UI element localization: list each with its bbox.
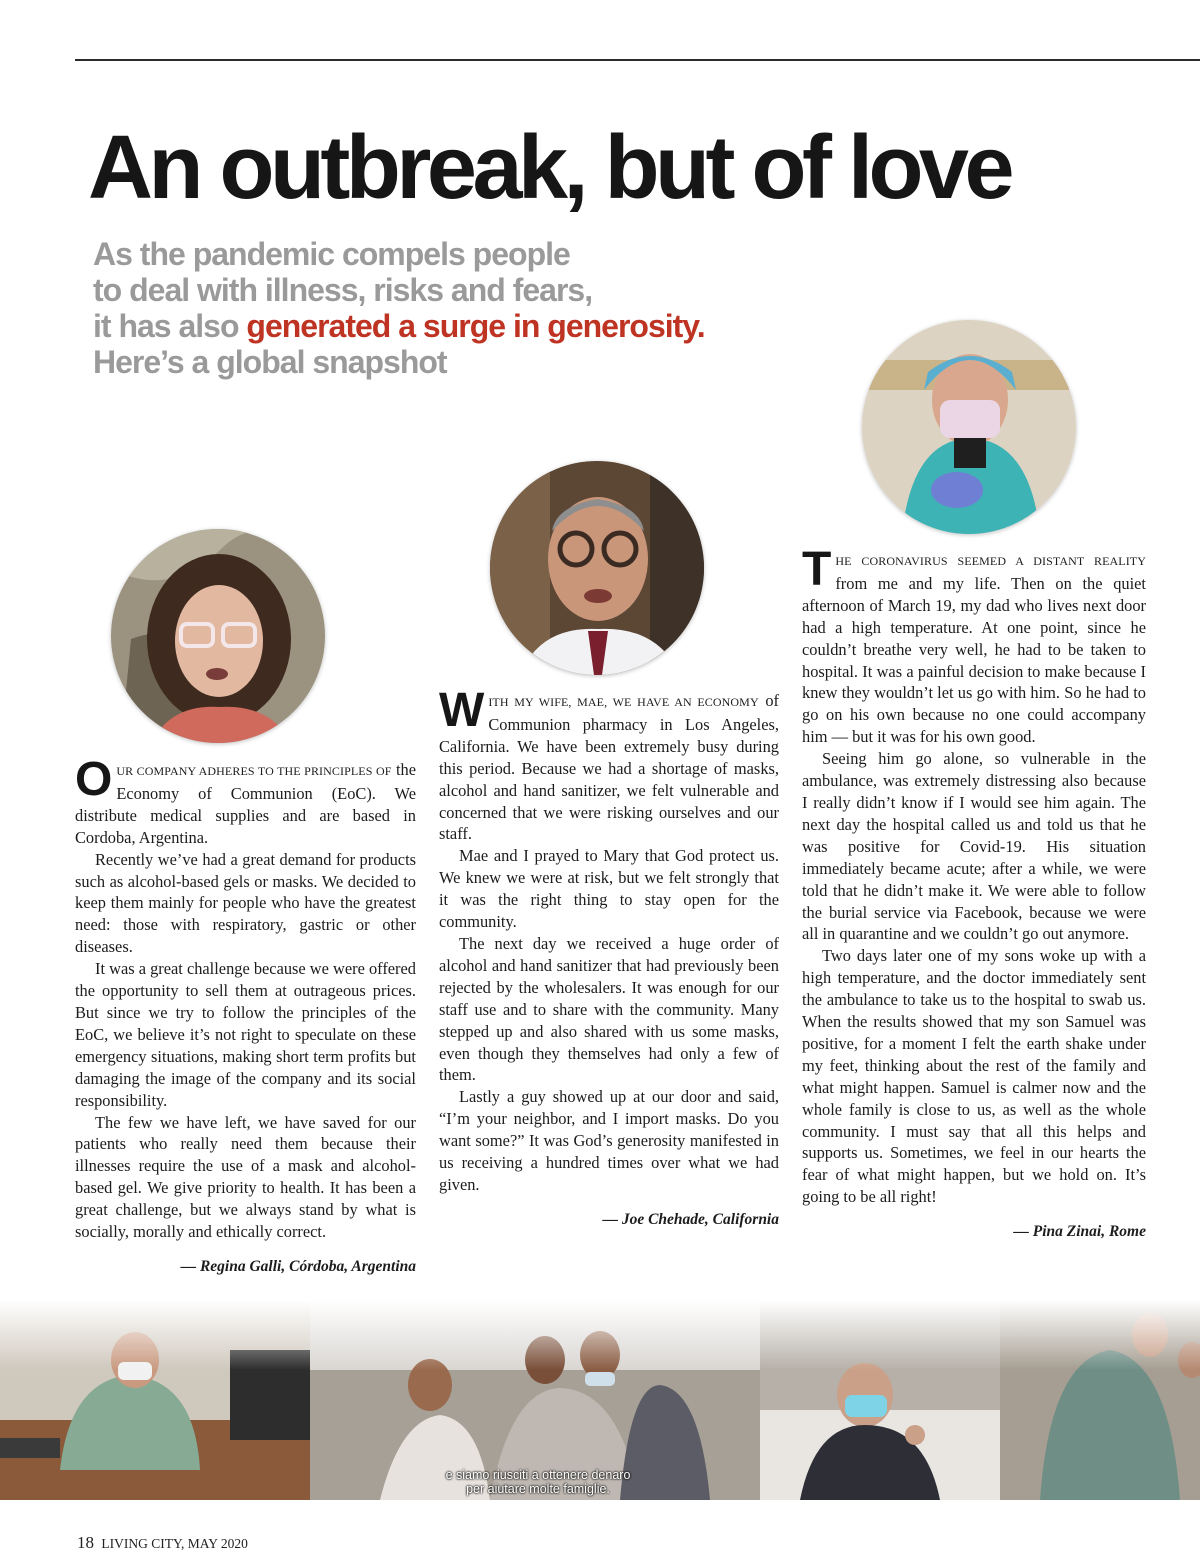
deck-highlight: generated a surge in generosity. [246, 308, 705, 344]
dropcap: W [439, 684, 485, 737]
page-footer [77, 1533, 248, 1553]
portrait-joe-chehade [490, 461, 704, 675]
story-rome-lead [802, 543, 1146, 748]
headline: An outbreak, but of love [88, 118, 1011, 218]
deck-line-2: to deal with illness, risks and fears, [93, 272, 593, 308]
body-paragraph: Recently we’ve had a great demand for products such as alcohol-based gels or masks. We decided to keep them mainly for people who have the greatest need: those with respiratory, gastric or other diseases. [75, 849, 416, 957]
lead-text: the Economy of Communion (EoC). We distribute medical supplies and are based in Cordoba, Argentina. [75, 760, 416, 847]
signature: — Pina Zinai, Rome [1013, 1223, 1146, 1241]
portrait-joe-image [490, 461, 704, 675]
portrait-regina-image [111, 529, 325, 743]
page-number: 18 [77, 1533, 94, 1552]
story-argentina [75, 753, 416, 1278]
photo-caption [388, 1468, 688, 1496]
body-paragraph: Lastly a guy showed up at our door and said, “I’m your neighbor, and I import masks. Do you want some?” It was God’s generosity manifested in us receiving a hundred times over what we had given. [439, 1087, 779, 1194]
body-paragraph: The few we have left, we have saved for our patients who really need them because their illnesses require the use of a mask and alcohol-based gel. We give priority to health. It has been a great challenge, but we always stand by what is socially, morally and ethically correct. [75, 1112, 416, 1242]
story-argentina-lead [75, 753, 416, 849]
lead-text: of Communion pharmacy in Los Angeles, California. We have been extremely busy during this period. Because we had a shortage of masks, alcohol and hand sanitizer, we felt vulnerable and concerned that we were risking ourselves and our staff. [439, 691, 779, 844]
body-paragraph: Two days later one of my sons woke up with a high temperature, and the doctor immediately sent the ambulance to take us to the hospital to swab us. When the results showed that my son Samuel was positive, for a moment I felt the earth shake under my feet, thinking about the rest of the family and what might happen. Samuel is calmer now and the whole family is close to us, as well as the whole community. I must say that all this helps and supports us. Sometimes, we feel in our hearts the fear of what might happen, but we hold on. It’s going to be all right! [802, 946, 1146, 1207]
portrait-pina-zinai [862, 320, 1076, 534]
portrait-regina-galli [111, 529, 325, 743]
lead-text: from me and my life. Then on the quiet afternoon of March 19, my dad who lives next door had a high temperature. At one point, since he couldn’t breathe very well, he had to be taken to hospital. It was a painful decision to make because I knew they wouldn’t let us go with him. So he had to go on his own because no one could accompany him — but it was for his own good. [802, 573, 1146, 747]
signature: — Regina Galli, Córdoba, Argentina [180, 1257, 416, 1275]
caption-line-1: e siamo riusciti a ottenere denaro [445, 1468, 631, 1482]
lead-smallcaps: UR COMPANY ADHERES TO THE PRINCIPLES OF [116, 764, 392, 778]
caption-line-2: per aiutare molte famiglie. [466, 1482, 610, 1496]
lead-smallcaps: ITH MY WIFE, MAE, WE HAVE AN ECONOMY [488, 695, 759, 709]
deck-line-1: As the pandemic compels people [93, 236, 570, 272]
body-paragraph: Seeing him go alone, so vulnerable in the ambulance, was extremely distressing also because I really didn’t know if I would see him again. The next day the hospital called us and told us that he was positive for Covid-19. His situation immediately became acute; after a while, we were told that he didn’t make it. We were able to follow the burial service via Facebook, because we were all in quarantine and we couldn’t go out anymore. [802, 749, 1146, 944]
story-california [439, 684, 779, 1231]
story-california-lead [439, 684, 779, 845]
body-paragraph: It was a great challenge because we were offered the opportunity to sell them at outrageous prices. But since we try to follow the principles of the EoC, we believe it’s not right to speculate on these emergency situations, making short term profits but damaging the image of the company and its social responsibility. [75, 959, 416, 1110]
deck [93, 236, 853, 380]
body-paragraph: Mae and I prayed to Mary that God protect us. We knew we were at risk, but we felt strongly that it was the right thing to stay open for the community. [439, 846, 779, 932]
body-paragraph: The next day we received a huge order of alcohol and hand sanitizer that had previously been rejected by the wholesalers. It was enough for our staff use and to share with the community. Many stepped up and also shared with us some masks, even though they themselves had only a few of them. [439, 933, 779, 1085]
dropcap: T [802, 543, 832, 596]
portrait-pina-image [862, 320, 1076, 534]
deck-line-3 [93, 308, 853, 344]
publication-name: LIVING CITY, MAY 2020 [101, 1536, 248, 1551]
signature: — Joe Chehade, California [602, 1210, 779, 1228]
deck-line-3-lead: it has also [93, 308, 247, 344]
dropcap: O [75, 753, 113, 806]
deck-line-4: Here’s a global snapshot [93, 344, 447, 380]
top-rule [75, 59, 1200, 61]
story-rome [802, 543, 1146, 1243]
lead-smallcaps: HE CORONAVIRUS SEEMED A DISTANT REALITY [835, 554, 1146, 568]
